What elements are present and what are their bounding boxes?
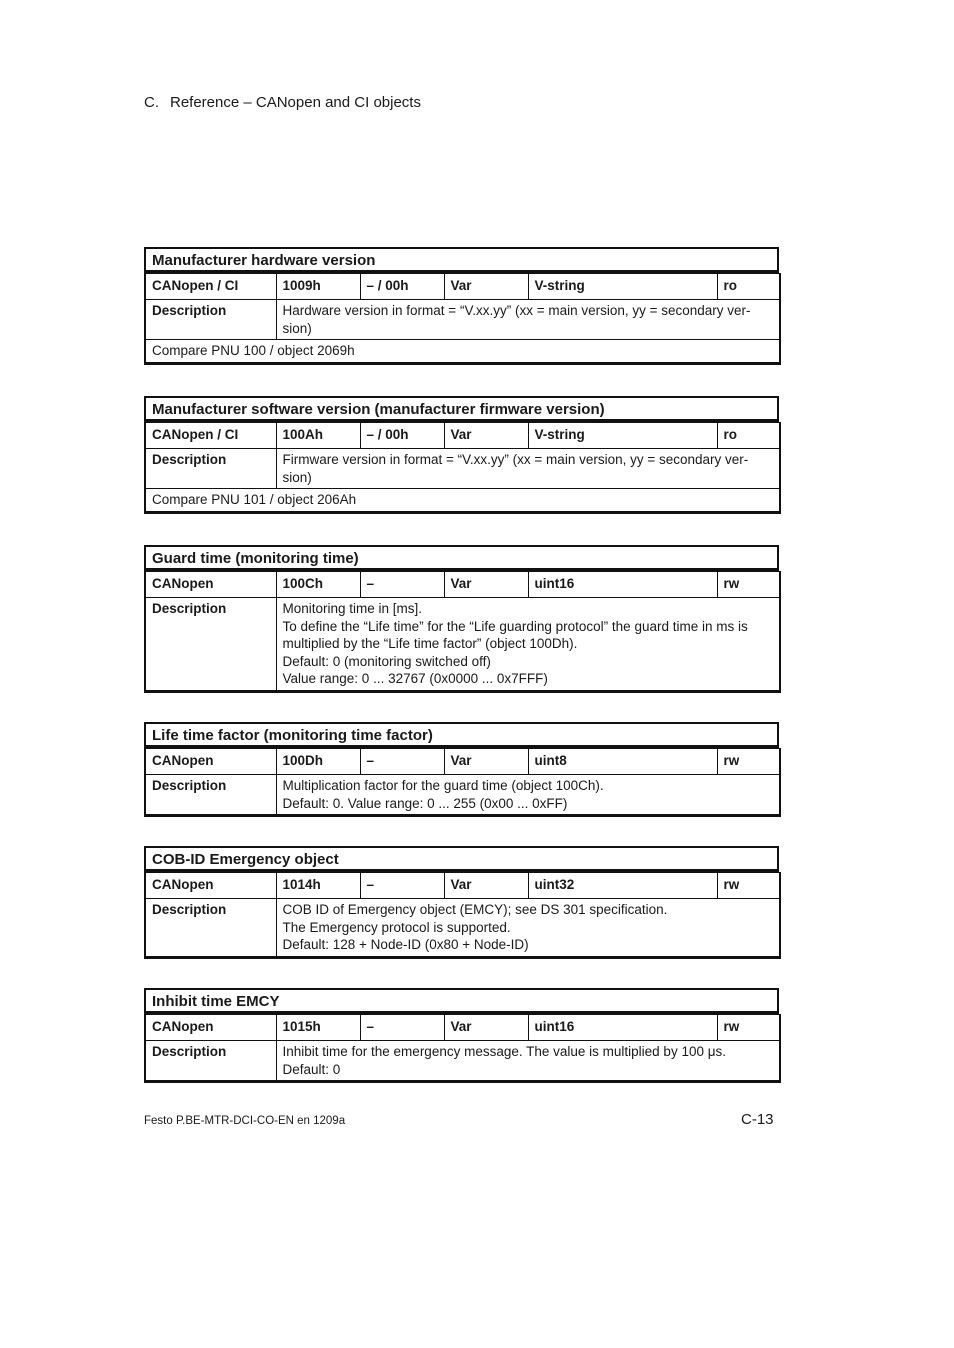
compare-text: Compare PNU 100 / object 2069h bbox=[145, 340, 780, 364]
object-title: Manufacturer software version (manufacturer firmware version) bbox=[144, 396, 779, 422]
description-row bbox=[145, 598, 780, 692]
object-table-life-time-factor bbox=[144, 722, 779, 817]
footer-document-id: Festo P.BE-MTR-DCI-CO-EN en 1209a bbox=[144, 1115, 346, 1127]
description-line: Default: 0. Value range: 0 ... 255 (0x00 ... 0xFF) bbox=[282, 795, 568, 811]
protocol-cell: CANopen bbox=[145, 572, 276, 598]
object-attributes-row bbox=[145, 274, 780, 300]
object-attributes-row bbox=[145, 749, 780, 775]
object-table-software-version bbox=[144, 396, 779, 514]
description-text bbox=[276, 300, 780, 340]
object-table-cob-id-emergency bbox=[144, 846, 779, 959]
index-cell: 100Dh bbox=[276, 749, 360, 775]
object-attributes-row bbox=[145, 572, 780, 598]
subindex-cell: – bbox=[360, 749, 444, 775]
data-type-cell: uint16 bbox=[528, 572, 717, 598]
description-label: Description bbox=[145, 598, 276, 692]
access-cell: rw bbox=[717, 1015, 780, 1041]
description-line: Default: 0 bbox=[282, 1061, 341, 1077]
description-label: Description bbox=[145, 1041, 276, 1082]
description-row bbox=[145, 300, 780, 340]
object-type-cell: Var bbox=[444, 749, 528, 775]
description-line: Multiplication factor for the guard time (object 100Ch). bbox=[282, 778, 604, 793]
object-title: Life time factor (monitoring time factor) bbox=[144, 722, 779, 748]
description-label: Description bbox=[145, 300, 276, 340]
description-line: sion) bbox=[282, 320, 312, 336]
data-type-cell: uint32 bbox=[528, 873, 717, 899]
description-line: To define the “Life time” for the “Life guarding protocol” the guard time in ms is bbox=[282, 618, 748, 634]
access-cell: rw bbox=[717, 749, 780, 775]
subindex-cell: – / 00h bbox=[360, 274, 444, 300]
description-line: Default: 128 + Node-ID (0x80 + Node-ID) bbox=[282, 937, 529, 952]
data-type-cell: uint8 bbox=[528, 749, 717, 775]
protocol-cell: CANopen / CI bbox=[145, 274, 276, 300]
data-type-cell: V-string bbox=[528, 274, 717, 300]
footer-page-number: C-13 bbox=[741, 1111, 774, 1128]
protocol-cell: CANopen bbox=[145, 873, 276, 899]
description-label: Description bbox=[145, 449, 276, 489]
access-cell: rw bbox=[717, 873, 780, 899]
access-cell: rw bbox=[717, 572, 780, 598]
protocol-cell: CANopen / CI bbox=[145, 423, 276, 449]
index-cell: 100Ah bbox=[276, 423, 360, 449]
object-type-cell: Var bbox=[444, 572, 528, 598]
compare-row bbox=[145, 489, 780, 513]
description-line: Value range: 0 ... 32767 (0x0000 ... 0x7FFF) bbox=[282, 671, 548, 686]
description-text bbox=[276, 775, 780, 816]
object-title: Inhibit time EMCY bbox=[144, 988, 779, 1014]
object-table-guard-time bbox=[144, 545, 779, 693]
description-line: Default: 0 (monitoring switched off) bbox=[282, 653, 491, 669]
protocol-cell: CANopen bbox=[145, 749, 276, 775]
description-label: Description bbox=[145, 775, 276, 816]
description-line: Inhibit time for the emergency message. The value is multiplied by 100 μs. bbox=[282, 1044, 726, 1059]
description-line: Hardware version in format = “V.xx.yy” (xx = main version, yy = secondary ver- bbox=[282, 303, 751, 318]
subindex-cell: – bbox=[360, 572, 444, 598]
object-title: COB-ID Emergency object bbox=[144, 846, 779, 872]
object-type-cell: Var bbox=[444, 423, 528, 449]
access-cell: ro bbox=[717, 274, 780, 300]
object-table-hardware-version bbox=[144, 247, 779, 365]
description-line: multiplied by the “Life time factor” (object 100Dh). bbox=[282, 636, 578, 651]
index-cell: 1014h bbox=[276, 873, 360, 899]
description-row bbox=[145, 1041, 780, 1082]
compare-text: Compare PNU 101 / object 206Ah bbox=[145, 489, 780, 513]
object-attributes-row bbox=[145, 423, 780, 449]
description-line: Firmware version in format = “V.xx.yy” (xx = main version, yy = secondary ver- bbox=[282, 452, 749, 467]
data-type-cell: V-string bbox=[528, 423, 717, 449]
index-cell: 100Ch bbox=[276, 572, 360, 598]
chapter-number: C. bbox=[144, 94, 159, 111]
description-text bbox=[276, 899, 780, 958]
object-table-inhibit-time-emcy bbox=[144, 988, 779, 1083]
protocol-cell: CANopen bbox=[145, 1015, 276, 1041]
page-header bbox=[144, 94, 421, 111]
description-text bbox=[276, 598, 780, 692]
subindex-cell: – bbox=[360, 1015, 444, 1041]
subindex-cell: – bbox=[360, 873, 444, 899]
chapter-title: Reference – CANopen and CI objects bbox=[170, 94, 421, 111]
index-cell: 1015h bbox=[276, 1015, 360, 1041]
description-line: Monitoring time in [ms]. bbox=[282, 601, 423, 616]
description-row bbox=[145, 775, 780, 816]
object-title: Guard time (monitoring time) bbox=[144, 545, 779, 571]
description-row bbox=[145, 899, 780, 958]
description-line: COB ID of Emergency object (EMCY); see DS 301 specification. bbox=[282, 902, 668, 917]
description-line: The Emergency protocol is supported. bbox=[282, 919, 511, 935]
data-type-cell: uint16 bbox=[528, 1015, 717, 1041]
object-attributes-row bbox=[145, 873, 780, 899]
object-type-cell: Var bbox=[444, 274, 528, 300]
object-type-cell: Var bbox=[444, 873, 528, 899]
description-line: sion) bbox=[282, 469, 312, 485]
object-type-cell: Var bbox=[444, 1015, 528, 1041]
index-cell: 1009h bbox=[276, 274, 360, 300]
description-text bbox=[276, 449, 780, 489]
compare-row bbox=[145, 340, 780, 364]
object-title: Manufacturer hardware version bbox=[144, 247, 779, 273]
subindex-cell: – / 00h bbox=[360, 423, 444, 449]
object-attributes-row bbox=[145, 1015, 780, 1041]
description-text bbox=[276, 1041, 780, 1082]
description-row bbox=[145, 449, 780, 489]
access-cell: ro bbox=[717, 423, 780, 449]
description-label: Description bbox=[145, 899, 276, 958]
